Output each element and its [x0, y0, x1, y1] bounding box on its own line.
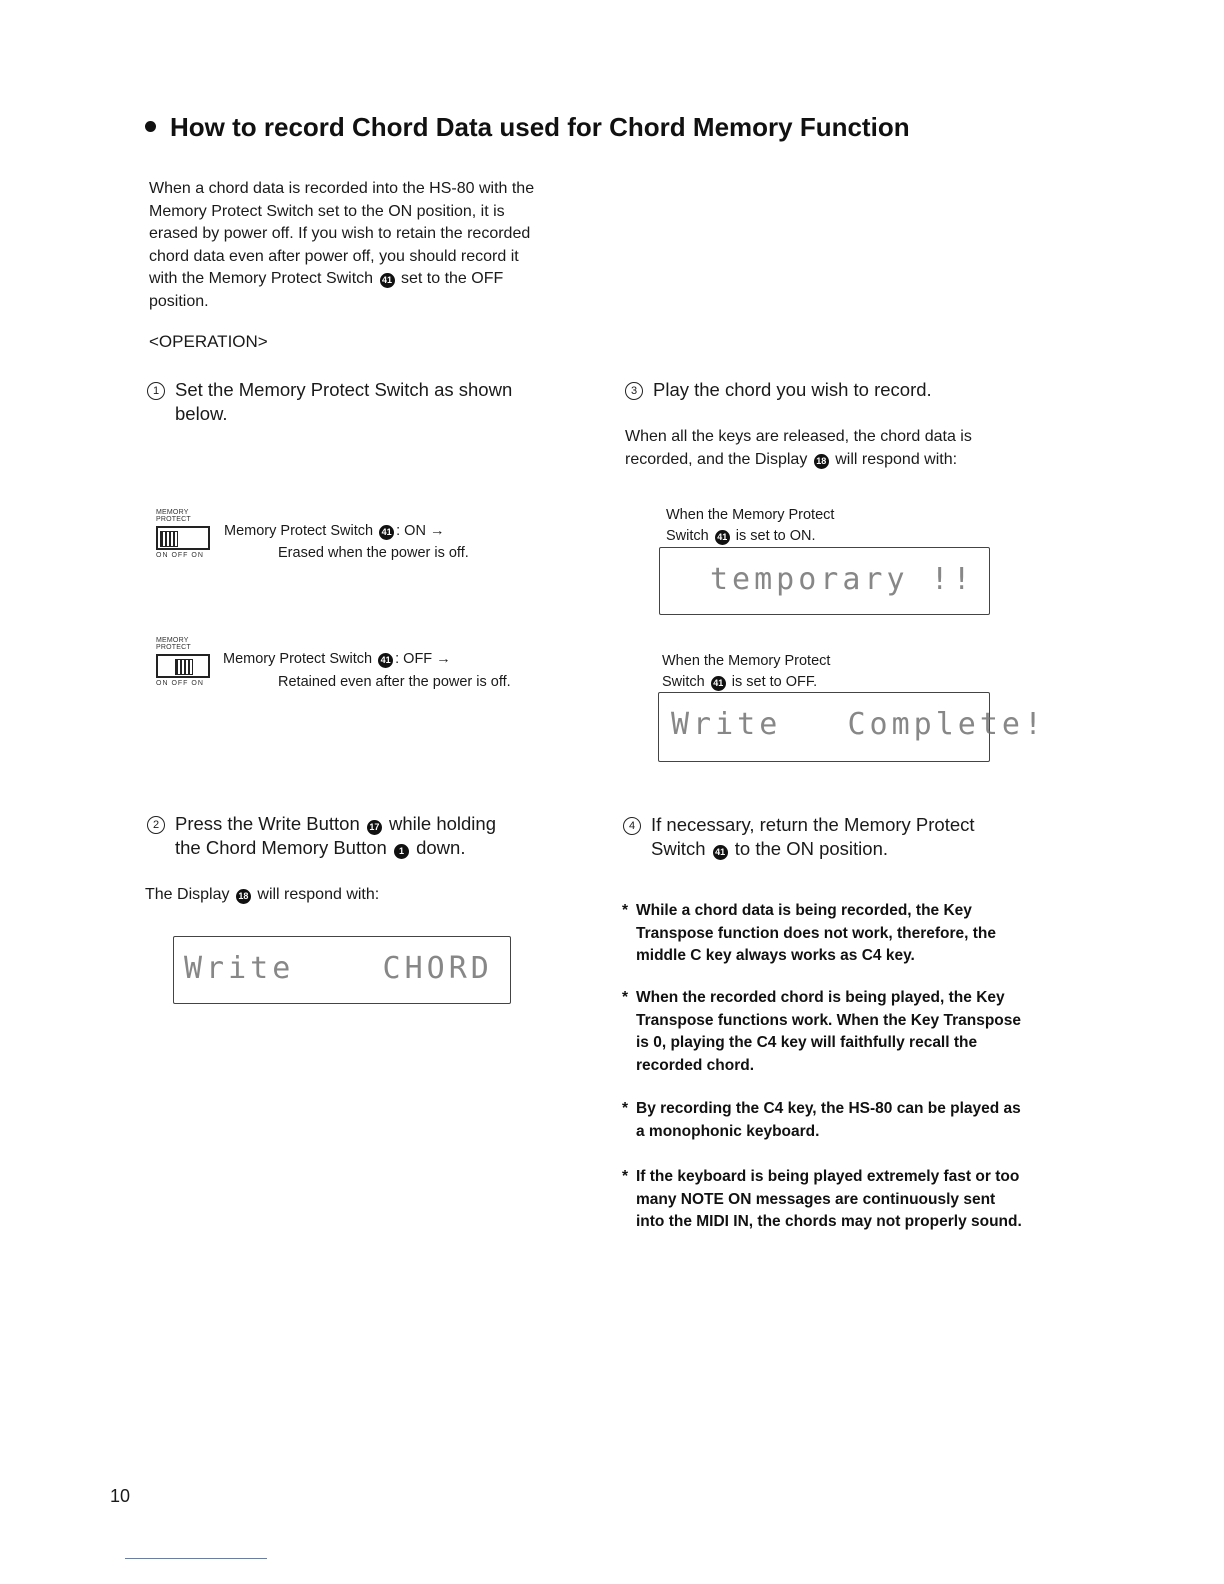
- note-1: * While a chord data is being recorded, the Key Transpose function does not work, therefore, the middle C key always works as C4 key.: [622, 900, 1022, 968]
- note-2: * When the recorded chord is being played, the Key Transpose functions work. When the Key Transpose is 0, playing the C4 key will faithfully recall the recorded chord.: [622, 987, 1022, 1077]
- switch-on-line2: Erased when the power is off.: [278, 545, 469, 561]
- switch-top-label: MEMORY PROTECT: [156, 637, 191, 651]
- case-on-caption: When the Memory Protect Switch 41 is set to ON.: [666, 507, 835, 544]
- display-ref-badge: 18: [236, 889, 251, 904]
- step-number: 1: [147, 382, 165, 400]
- switch-bottom-label: ON OFF ON: [156, 680, 204, 687]
- step-3: 3 Play the chord you wish to record.: [625, 378, 1035, 402]
- switch-off-line2: Retained even after the power is off.: [278, 674, 511, 690]
- display-ref-badge: 18: [814, 454, 829, 469]
- switch-ref-badge: 41: [715, 530, 730, 545]
- switch-on-illustration: [156, 509, 220, 559]
- lcd-display-write-complete: [658, 692, 1047, 762]
- switch-ref-badge: 41: [380, 273, 395, 288]
- display-respond-text: The Display 18 will respond with:: [145, 886, 380, 903]
- step-number: 3: [625, 382, 643, 400]
- lcd-text: Write CHORD: [184, 951, 493, 986]
- note-4: * If the keyboard is being played extremely fast or too many NOTE ON messages are continuously sent into the MIDI IN, the chords may not properly sound.: [622, 1166, 1022, 1234]
- switch-on-line1: Memory Protect Switch 41 : ON →: [224, 523, 445, 539]
- chord-button-ref-badge: 1: [394, 844, 409, 859]
- step-3-body: When all the keys are released, the chord data is recorded, and the Display 18 will respond with:: [625, 428, 972, 468]
- switch-body: [156, 654, 210, 678]
- switch-top-label: MEMORY PROTECT: [156, 509, 191, 523]
- case-off-caption: When the Memory Protect Switch 41 is set to OFF.: [662, 653, 831, 690]
- step-4: 4 If necessary, return the Memory Protect Switch 41 to the ON position.: [623, 813, 1033, 861]
- intro-paragraph: When a chord data is recorded into the HS-80 with the Memory Protect Switch set to the ON position, it is erased by power off. If you wish to retain the recorded chord data even after power off, you should record it with the Memory Protect Switch 41 set to the OFF position.: [149, 180, 535, 310]
- step-1: 1 Set the Memory Protect Switch as shown below.: [147, 378, 557, 426]
- switch-off-line1: Memory Protect Switch 41 : OFF →: [223, 651, 451, 667]
- lcd-display-write-chord: [173, 936, 511, 1004]
- write-button-ref-badge: 17: [367, 820, 382, 835]
- page-title: How to record Chord Data used for Chord Memory Function: [145, 112, 910, 143]
- switch-ref-badge: 41: [713, 845, 728, 860]
- switch-ref-badge: 41: [378, 653, 393, 668]
- switch-knob-icon: [175, 659, 193, 675]
- switch-knob-icon: [160, 531, 178, 547]
- switch-off-illustration: [156, 637, 220, 687]
- step-number: 2: [147, 816, 165, 834]
- note-3: * By recording the C4 key, the HS-80 can be played as a monophonic keyboard.: [622, 1098, 1022, 1143]
- lcd-text: temporary !!: [710, 562, 975, 597]
- switch-ref-badge: 41: [711, 676, 726, 691]
- footer-divider: [125, 1558, 267, 1559]
- lcd-display-temporary: [659, 547, 990, 615]
- bullet-icon: [145, 121, 156, 132]
- lcd-text: Write Complete!: [671, 707, 1047, 742]
- switch-body: [156, 526, 210, 550]
- operation-label: <OPERATION>: [149, 332, 268, 351]
- step-2: 2 Press the Write Button 17 while holding the Chord Memory Button 1 down.: [147, 812, 557, 860]
- step-number: 4: [623, 817, 641, 835]
- page-number: 10: [110, 1486, 131, 1506]
- switch-ref-badge: 41: [379, 525, 394, 540]
- switch-bottom-label: ON OFF ON: [156, 552, 204, 559]
